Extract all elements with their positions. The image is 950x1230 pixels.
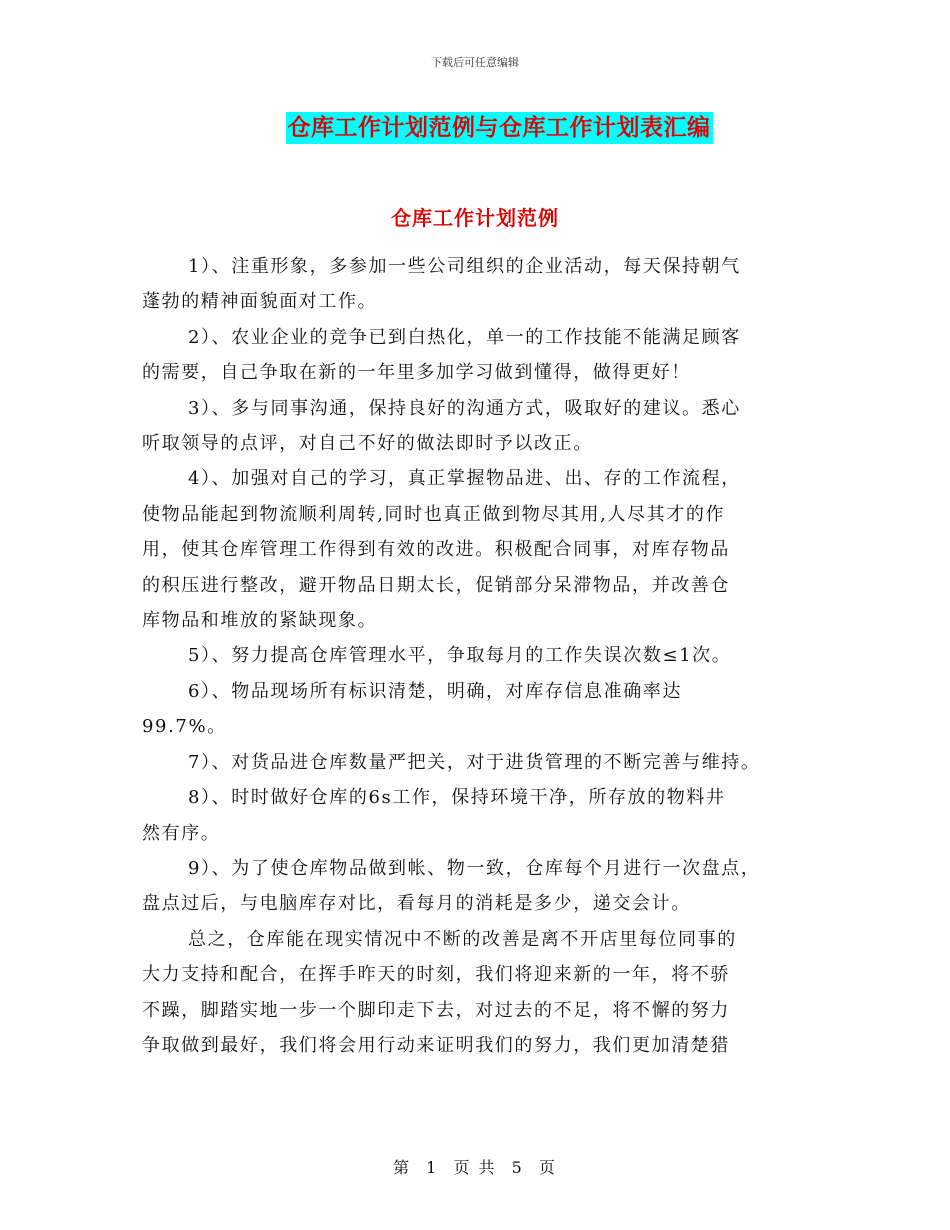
document-title: 仓库工作计划范例与仓库工作计划表汇编	[286, 112, 713, 144]
footer-suffix: 页	[538, 1158, 557, 1177]
section-title: 仓库工作计划范例	[391, 206, 559, 230]
paragraph-7: 7）、对货品进仓库数量严把关，对于进货管理的不断完善与维持。	[188, 751, 761, 773]
footer-middle: 页 共	[453, 1158, 497, 1177]
paragraph-8: 8）、时时做好仓库的6s工作，保持环境干净，所存放的物料井 然有序。	[142, 787, 726, 844]
document-title-container	[0, 112, 950, 144]
paragraph-9: 9）、为了使仓库物品做到帐、物一致，仓库每个月进行一次盘点， 盘点过后，与电脑库存对比，看每月的消耗是多少，递交会计。	[142, 857, 761, 915]
page-footer	[0, 1155, 950, 1178]
paragraph-summary: 总之，仓库能在现实情况中不断的改善是离不开店里每位同事的 大力支持和配合，在挥手昨天的时刻，我们将迎来新的一年，将不骄 不躁，脚踏实地一步一个脚印走下去，对过去的不足，将不懈的努力 争取做到最好，我们将会用行动来证明我们的努力，我们更加清楚猎	[142, 928, 737, 1056]
document-body	[142, 249, 842, 1063]
footer-total-pages: 5	[511, 1158, 524, 1177]
header-note: 下载后可任意编辑	[431, 56, 519, 69]
footer-prefix: 第	[393, 1158, 412, 1177]
paragraph-1: 1）、注重形象，多参加一些公司组织的企业活动，每天保持朝气 蓬勃的精神面貌面对工作。	[142, 256, 741, 313]
paragraph-6: 6）、物品现场所有标识清楚，明确，对库存信息准确率达 99.7%。	[142, 680, 683, 738]
paragraph-2: 2）、农业企业的竞争已到白热化，单一的工作技能不能满足顾客 的需要，自己争取在新的一年里多加学习做到懂得，做得更好！	[142, 326, 741, 384]
footer-page-number: 1	[426, 1158, 439, 1177]
paragraph-4: 4）、加强对自己的学习，真正掌握物品进、出、存的工作流程， 使物品能起到物流顺利周转,同时也真正做到物尽其用,人尽其才的作 用，使其仓库管理工作得到有效的改进。积极配合同事，对库存物品 的积压进行整改，避开物品日期太长，促销部分呆滞物品，并改善仓 库物品和堆放的紧缺现象。	[142, 468, 741, 632]
paragraph-3: 3）、多与同事沟通，保持良好的沟通方式，吸取好的建议。悉心 听取领导的点评，对自己不好的做法即时予以改正。	[142, 397, 741, 455]
paragraph-5: 5）、努力提高仓库管理水平，争取每月的工作失误次数≤1次。	[188, 645, 732, 667]
